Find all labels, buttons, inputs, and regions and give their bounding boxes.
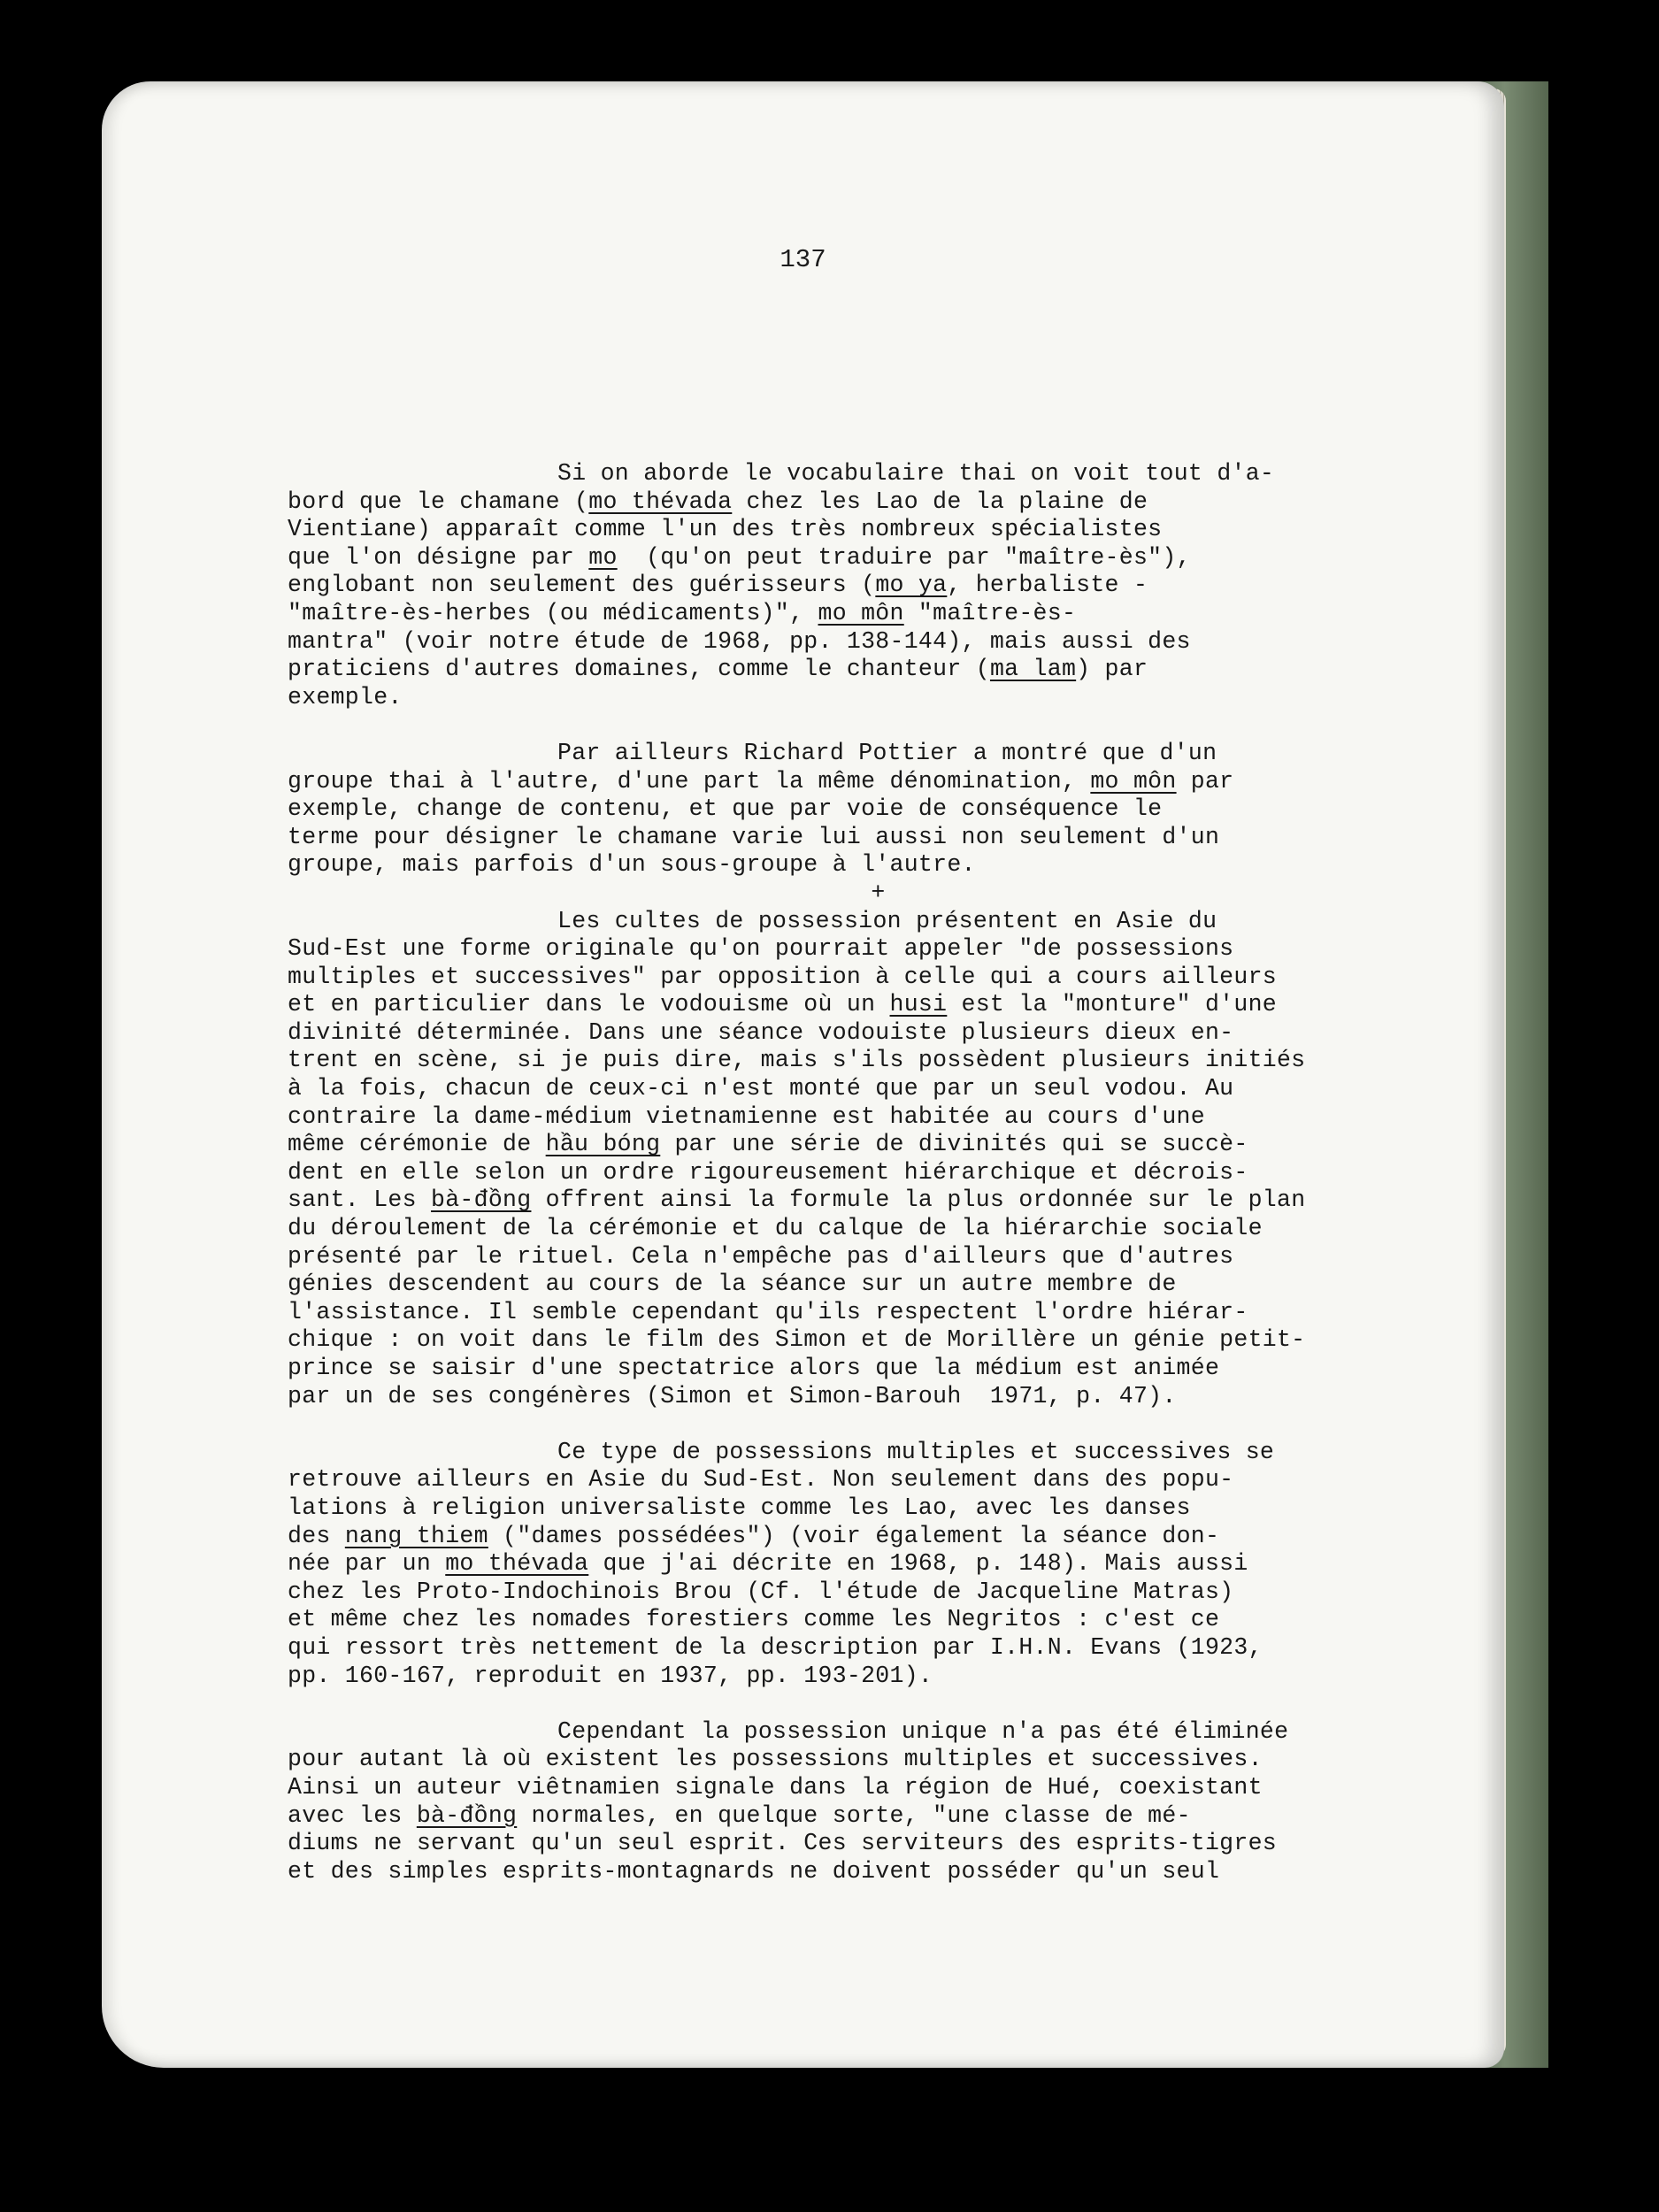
text-run: à la fois, chacun de ceux-ci n'est monté que par un seul vodou. Au [288,1075,1234,1102]
underlined-term: mo ya [875,572,948,599]
text-line [288,1355,1469,1383]
underlined-term: nang thiem [344,1522,488,1549]
text-run: (qu'on peut traduire par "maître-ès"), [617,543,1191,571]
text-run: praticiens d'autres domaines, comme le chanteur ( [288,656,990,683]
text-line [288,1578,1469,1607]
text-run: Si on aborde le vocabulaire thai on voit tout d'a- [557,460,1275,487]
text-run: Par ailleurs Richard Pottier a montré que d'un [557,739,1217,766]
text-run: ) par [1076,656,1148,683]
text-line [288,1774,1469,1802]
text-line [288,1746,1469,1774]
text-run: multiples et successives" par opposition à celle qui a cours ailleurs [288,963,1277,990]
text-line [288,1439,1469,1467]
text-line [288,1494,1469,1523]
text-run: des [288,1522,345,1549]
text-line [288,1523,1469,1551]
text-line [288,572,1469,600]
text-run: et même chez les nomades forestiers comme les Negritos : c'est ce [288,1606,1220,1633]
text-line [288,628,1469,657]
text-run: qui ressort très nettement de la description par I.H.N. Evans (1923, [288,1633,1263,1661]
text-run: Cependant la possession unique n'a pas été éliminée [557,1717,1289,1745]
text-run: génies descendent au cours de la séance sur un autre membre de [288,1271,1177,1298]
text-run: "maître-ès-herbes (ou médicaments)", [288,599,818,626]
text-run: "maître-ès- [903,599,1077,626]
text-run: chique : on voit dans le film des Simon et de Morillère un génie petit- [288,1326,1306,1354]
text-line [288,1718,1469,1747]
text-line [288,1271,1469,1299]
text-run: ("dames possédées") (voir également la séance don- [488,1522,1220,1549]
text-line [288,1215,1469,1243]
paragraph [288,1439,1469,1690]
text-line [288,879,1469,908]
text-run: terme pour désigner le chamane varie lui aussi non seulement d'un [288,823,1220,850]
underlined-term: hầu bóng [545,1131,661,1158]
text-run: + [871,879,886,906]
text-run: dent en elle selon un ordre rigoureusement hiérarchique et décrois- [288,1158,1248,1186]
text-run: Les cultes de possession présentent en Asie du [557,907,1217,934]
text-run: trent en scène, si je puis dire, mais s'ils possèdent plusieurs initiés [288,1047,1306,1074]
text-run: normales, en quelque sorte, "une classe de mé- [517,1801,1191,1829]
text-run: pp. 160-167, reproduit en 1937, pp. 193-201). [288,1662,933,1689]
text-line [288,851,1469,879]
text-line [288,768,1469,796]
text-line [288,740,1469,768]
paragraph-gap [288,711,1469,740]
text-run: est la "monture" d'une [947,991,1277,1018]
underlined-term: mo [588,543,618,571]
text-line [288,1550,1469,1578]
underlined-term: bà-đồng [416,1801,518,1829]
paragraph [288,879,1469,1410]
paragraph-gap [288,1690,1469,1718]
text-run: par un de ses congénères (Simon et Simon-Barouh 1971, p. 47). [288,1382,1177,1409]
text-line [288,1606,1469,1634]
text-run: et des simples esprits-montagnards ne doivent posséder qu'un seul [288,1857,1220,1885]
paragraph [288,1718,1469,1886]
text-run: bord que le chamane ( [288,488,589,515]
text-run: diums ne servant qu'un seul esprit. Ces serviteurs des esprits-tigres [288,1830,1277,1857]
text-line [288,908,1469,936]
text-run: mantra" (voir notre étude de 1968, pp. 138-144), mais aussi des [288,627,1191,655]
underlined-term: mo thévada [445,1550,589,1578]
text-line [288,1103,1469,1132]
underlined-term: mo môn [1090,767,1177,795]
text-run: chez les Lao de la plaine de [732,488,1148,515]
text-line [288,1019,1469,1048]
paragraph [288,460,1469,711]
text-line [288,1131,1469,1159]
text-line [288,991,1469,1019]
text-run: groupe, mais parfois d'un sous-groupe à l'autre. [288,851,976,879]
text-run: l'assistance. Il semble cependant qu'ils respectent l'ordre hiérar- [288,1298,1248,1325]
book-page [102,81,1504,2068]
text-run: englobant non seulement des guérisseurs ( [288,572,876,599]
text-run: présenté par le rituel. Cela n'empêche pas d'ailleurs que d'autres [288,1242,1234,1270]
paragraph-gap [288,1410,1469,1439]
text-run: et en particulier dans le vodouisme où un [288,991,890,1018]
underlined-term: bà-đồng [431,1187,532,1214]
text-run: Sud-Est une forme originale qu'on pourrait appeler "de possessions [288,935,1234,963]
text-run: par une série de divinités qui se succè- [660,1131,1248,1158]
text-line [288,1858,1469,1886]
text-line [288,795,1469,824]
text-line [288,824,1469,852]
underlined-term: ma lam [989,656,1077,683]
page-text [288,460,1469,1886]
text-run: sant. Les [288,1187,432,1214]
text-line [288,1383,1469,1411]
text-line [288,964,1469,992]
text-run: avec les [288,1801,417,1829]
underlined-term: husi [889,991,948,1018]
text-line [288,684,1469,712]
text-line [288,1634,1469,1663]
text-line [288,600,1469,628]
text-line [288,1466,1469,1494]
text-run: Ainsi un auteur viêtnamien signale dans la région de Hué, coexistant [288,1773,1263,1801]
text-line [288,935,1469,964]
text-line [288,1326,1469,1355]
text-run: pour autant là où existent les possessions multiples et successives. [288,1746,1263,1773]
text-run: prince se saisir d'une spectatrice alors que la médium est animée [288,1355,1220,1381]
text-run: offrent ainsi la formule la plus ordonnée sur le plan [531,1187,1306,1214]
text-line [288,460,1469,488]
text-line [288,1047,1469,1075]
underlined-term: mo thévada [588,488,733,515]
text-run: même cérémonie de [288,1131,546,1158]
text-line [288,1299,1469,1327]
text-run: chez les Proto-Indochinois Brou (Cf. l'étude de Jacqueline Matras) [288,1578,1234,1605]
text-run: que l'on désigne par [288,543,589,571]
text-run: que j'ai décrite en 1968, p. 148). Mais aussi [588,1550,1248,1578]
text-line [288,516,1469,544]
underlined-term: mo môn [818,599,904,626]
text-line [288,1802,1469,1831]
text-run: retrouve ailleurs en Asie du Sud-Est. Non seulement dans des popu- [288,1466,1234,1494]
text-line [288,1830,1469,1858]
text-line [288,1187,1469,1215]
text-run: Vientiane) apparaît comme l'un des très nombreux spécialistes [288,516,1163,543]
text-run: Ce type de possessions multiples et successives se [557,1438,1275,1465]
text-run: exemple. [288,683,403,710]
text-run: lations à religion universaliste comme les Lao, avec les danses [288,1494,1191,1521]
paragraph [288,740,1469,879]
text-run: , herbaliste - [947,572,1148,599]
page-number: 137 [780,245,826,274]
text-run: née par un [288,1550,446,1578]
text-line [288,1075,1469,1103]
text-run: divinité déterminée. Dans une séance vodouiste plusieurs dieux en- [288,1018,1234,1046]
text-run: exemple, change de contenu, et que par voie de conséquence le [288,795,1163,823]
text-run: du déroulement de la cérémonie et du calque de la hiérarchie sociale [288,1215,1263,1242]
text-line [288,1159,1469,1187]
text-line [288,1243,1469,1271]
text-line [288,544,1469,572]
text-line [288,1663,1469,1691]
text-run: contraire la dame-médium vietnamienne est habitée au cours d'une [288,1102,1205,1130]
text-run: par [1176,767,1234,795]
text-line [288,656,1469,684]
text-run: groupe thai à l'autre, d'une part la même dénomination, [288,767,1091,795]
text-line [288,488,1469,517]
